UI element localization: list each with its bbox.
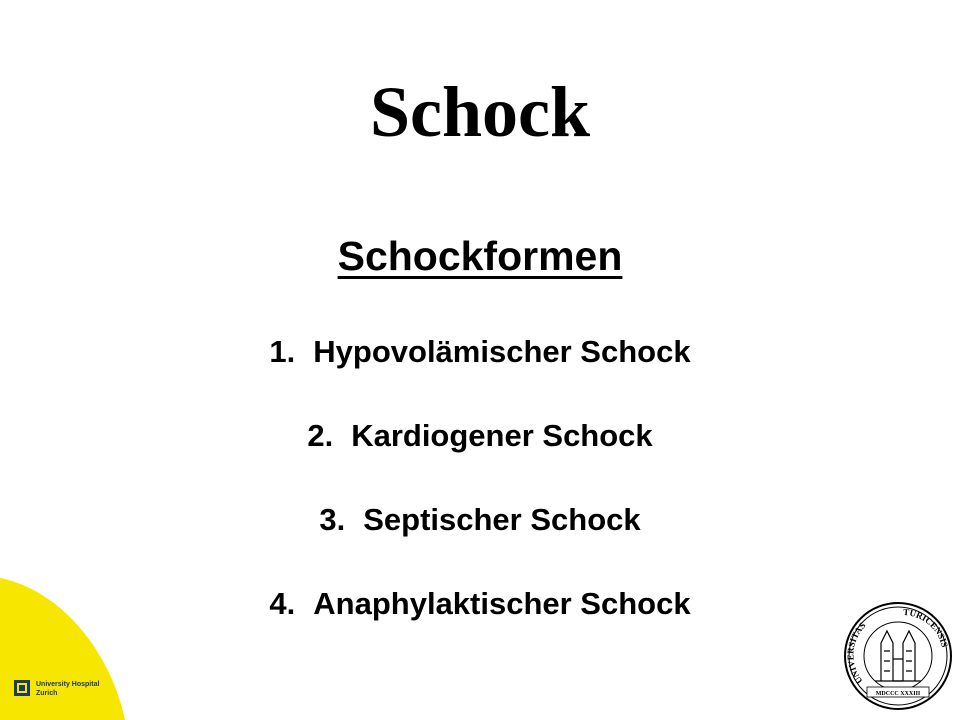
seal-text-left: UNIVERSITAS	[845, 620, 868, 686]
list-item-text: Septischer Schock	[363, 502, 641, 537]
hospital-logo-text	[36, 680, 99, 698]
list-item	[0, 416, 960, 456]
list-item-text: Kardiogener Schock	[351, 418, 653, 453]
list-item-text: Hypovolämischer Schock	[313, 334, 691, 369]
hospital-name-line1: University Hospital	[36, 681, 100, 688]
hospital-name-line2: Zurich	[36, 690, 58, 697]
slide-subtitle: Schockformen	[337, 233, 623, 279]
list-item-number: 3.	[319, 502, 346, 537]
seal-text-right: TURICENSIS	[902, 606, 950, 649]
list-item-number: 1.	[269, 334, 296, 369]
list-item-number: 2.	[307, 418, 334, 453]
list-item-number: 4.	[269, 586, 296, 621]
list-item-text: Anaphylaktischer Schock	[313, 586, 691, 621]
list-item	[0, 500, 960, 540]
slide-title: Schock	[369, 72, 591, 152]
list-item	[0, 332, 960, 372]
university-seal-icon	[843, 601, 953, 711]
hospital-logo-icon	[14, 680, 30, 696]
seal-year: MDCCC XXXIII	[875, 691, 921, 697]
